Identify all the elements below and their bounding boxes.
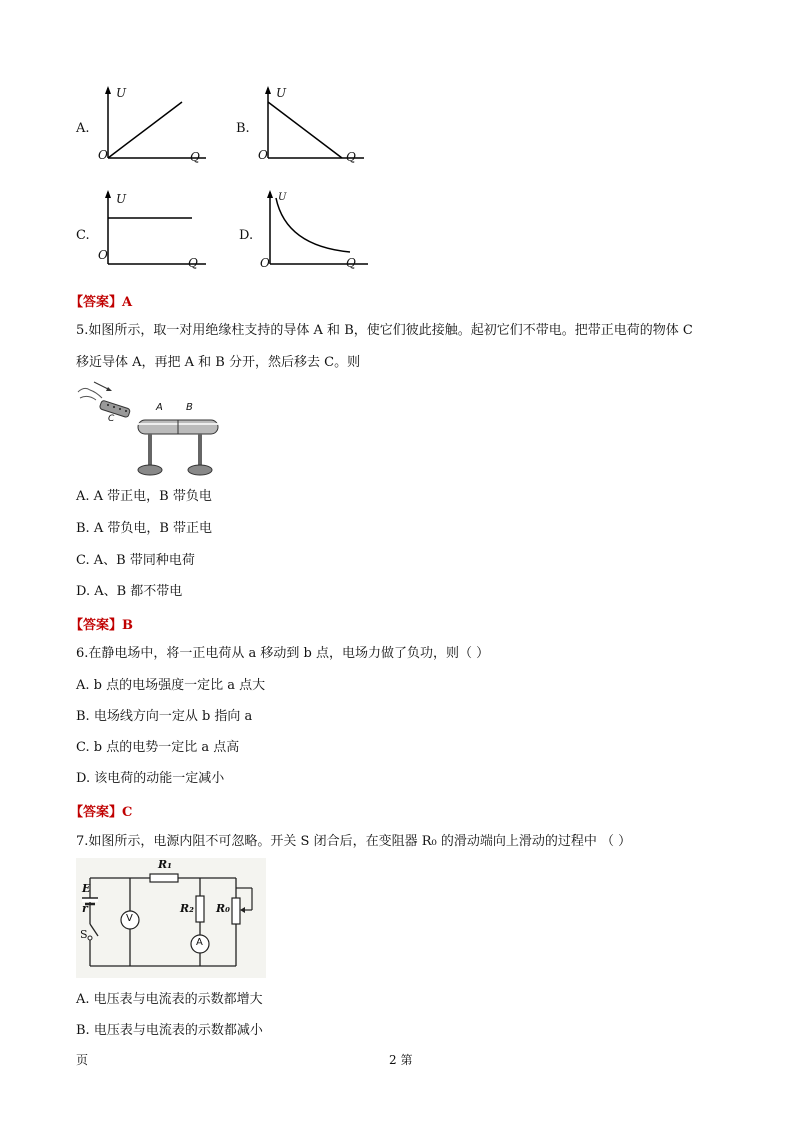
q6-option-b: B. 电场线方向一定从 b 指向 a (76, 709, 253, 724)
q7-label-e: E (82, 882, 91, 895)
q5-option-c: C. A、B 带同种电荷 (76, 553, 195, 568)
q4-a-y-label: U (116, 86, 127, 100)
q4-option-a-letter: A. (76, 121, 90, 136)
q4-graph-c (96, 190, 216, 274)
q6-option-d: D. 该电荷的动能一定减小 (76, 771, 225, 786)
q4-c-origin: O (98, 248, 108, 262)
q5-stem-line2: 移近导体 A，再把 A 和 B 分开，然后移去 C。则 (76, 355, 361, 370)
q6-option-a: A. b 点的电场强度一定比 a 点大 (76, 678, 266, 693)
q7-stem: 7.如图所示，电源内阻不可忽略。开关 S 闭合后，在变阻器 R₀ 的滑动端向上滑动的过程中 （ ） (76, 834, 632, 849)
q5-option-a: A. A 带正电，B 带负电 (76, 489, 212, 504)
q7-voltmeter-label: V (126, 913, 133, 924)
q4-d-y-label: U (278, 192, 287, 203)
q5-option-b: B. A 带负电，B 带正电 (76, 521, 213, 536)
q5-label-b: B (186, 402, 193, 413)
q4-graph-d (258, 190, 378, 274)
q4-a-x-label: Q (190, 150, 200, 164)
q7-label-s: S (80, 928, 88, 941)
q5-stem-line1: 5.如图所示，取一对用绝缘柱支持的导体 A 和 B，使它们彼此接触。起初它们不带电。把带正电荷的物体 C (76, 323, 693, 338)
footer-page-number: 2 第 (389, 1053, 413, 1067)
q7-label-r: r (82, 902, 88, 915)
q4-option-d-letter: D. (239, 228, 254, 243)
q7-label-r2: R₂ (180, 902, 194, 915)
q7-label-r0: R₀ (216, 902, 230, 915)
q5-label-a: A (156, 402, 163, 413)
q6-stem: 6.在静电场中，将一正电荷从 a 移动到 b 点，电场力做了负功，则（ ） (76, 646, 490, 661)
q4-graph-b (256, 86, 376, 180)
q5-label-c: C (108, 414, 115, 424)
q6-option-c: C. b 点的电势一定比 a 点高 (76, 740, 240, 755)
q4-c-x-label: Q (188, 256, 198, 270)
q7-label-r1: R₁ (158, 858, 172, 871)
footer-left: 页 (76, 1053, 89, 1067)
q5-option-d: D. A、B 都不带电 (76, 584, 183, 599)
q4-b-origin: O (258, 148, 268, 162)
q6-answer: 【答案】C (70, 805, 133, 820)
q4-d-origin: O (260, 256, 270, 270)
q5-answer: 【答案】B (70, 618, 133, 633)
q4-b-x-label: Q (346, 150, 356, 164)
q7-ammeter-label: A (196, 937, 203, 948)
q4-c-y-label: U (116, 192, 127, 206)
q4-option-b-letter: B. (236, 121, 250, 136)
q4-a-origin: O (98, 148, 108, 162)
q4-graph-a (96, 86, 216, 180)
q4-answer: 【答案】A (70, 295, 133, 310)
q7-option-a: A. 电压表与电流表的示数都增大 (76, 992, 263, 1007)
q4-b-y-label: U (276, 86, 287, 100)
q7-circuit-figure (76, 858, 266, 978)
q4-option-c-letter: C. (76, 228, 90, 243)
q5-conductor-figure (76, 380, 226, 480)
q4-d-x-label: Q (346, 256, 356, 270)
q7-option-b: B. 电压表与电流表的示数都减小 (76, 1023, 263, 1038)
